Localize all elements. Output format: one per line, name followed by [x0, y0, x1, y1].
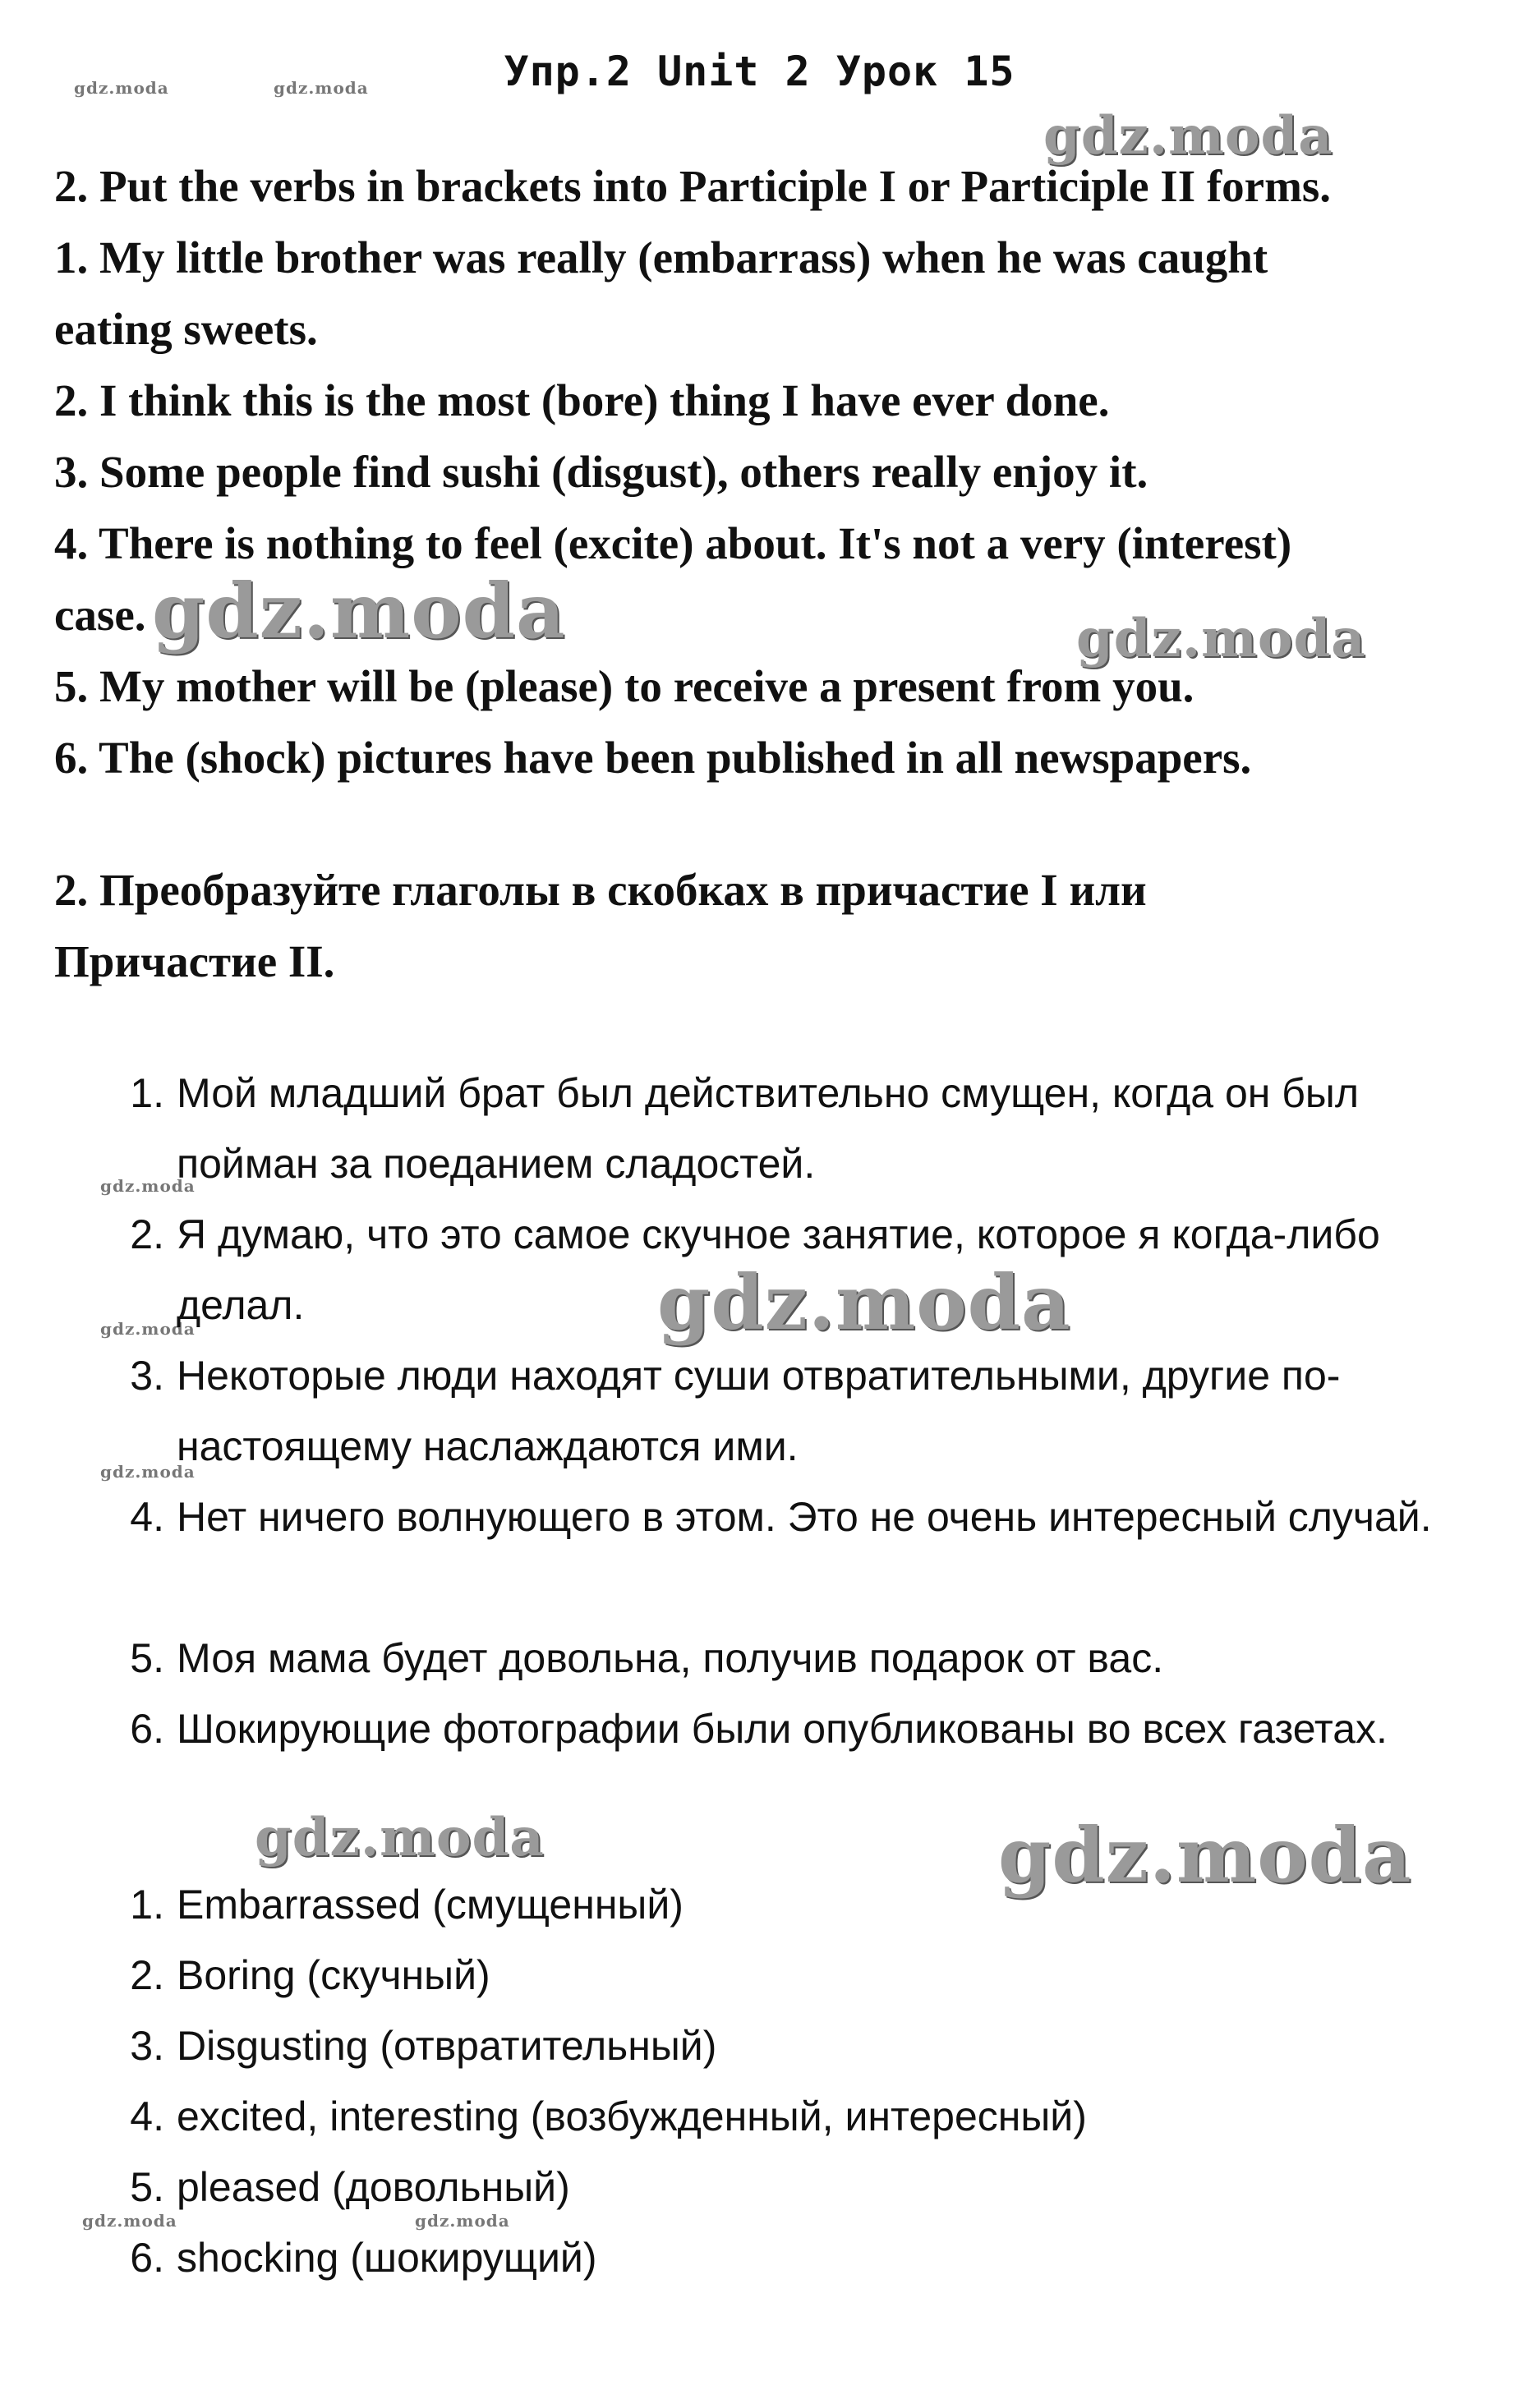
watermark-small: gdz.moda: [82, 2211, 177, 2231]
english-line: eating sweets.: [54, 304, 318, 354]
page-title: Упр.2 Unit 2 Урок 15: [504, 48, 1015, 95]
watermark: gdz.moda: [152, 567, 566, 655]
watermark-small: gdz.moda: [74, 78, 169, 98]
watermark-small: gdz.moda: [274, 78, 369, 98]
list-number: 5.: [130, 1635, 164, 1681]
answer-text: Boring (скучный): [177, 1952, 490, 1998]
translation-text: Мой младший брат был действительно смущен, когда он был пойман за поеданием сладостей.: [177, 1070, 1360, 1187]
english-line: 5. My mother will be (please) to receive a present from you.: [54, 661, 1194, 711]
list-number: 2.: [130, 1211, 164, 1257]
list-number: 1.: [130, 1882, 164, 1928]
translation-text: Некоторые люди находят суши отвратительными, другие по-настоящему наслаждаются ими.: [177, 1353, 1341, 1469]
russian-instruction: 2. Преобразуйте глаголы в скобках в причастие I или: [54, 865, 1147, 915]
english-instruction: 2. Put the verbs in brackets into Participle I or Participle II forms.: [54, 161, 1332, 211]
russian-instruction: Причастие II.: [54, 936, 335, 986]
list-number: 6.: [130, 2235, 164, 2281]
answer-text: pleased (довольный): [177, 2164, 570, 2210]
english-line: 1. My little brother was really (embarrass) when he was caught: [54, 232, 1268, 283]
english-line: 4. There is nothing to feel (excite) about. It's not a very (interest): [54, 518, 1292, 568]
watermark-small: gdz.moda: [100, 1462, 196, 1482]
english-line: 3. Some people find sushi (disgust), others really enjoy it.: [54, 447, 1148, 497]
answer-text: shocking (шокирущий): [177, 2235, 597, 2281]
list-number: 3.: [130, 1353, 164, 1399]
list-number: 2.: [130, 1952, 164, 1998]
watermark: gdz.moda: [657, 1258, 1071, 1347]
list-number: 3.: [130, 2023, 164, 2069]
list-number: 6.: [130, 1706, 164, 1752]
answer-text: excited, interesting (возбужденный, интересный): [177, 2093, 1087, 2139]
answer-text: Disgusting (отвратительный): [177, 2023, 717, 2069]
answer-text: Embarrassed (смущенный): [177, 1882, 684, 1928]
watermark-small: gdz.moda: [100, 1176, 196, 1196]
watermark: gdz.moda: [1076, 608, 1366, 669]
watermark: gdz.moda: [1043, 105, 1333, 167]
english-line: 2. I think this is the most (bore) thing I have ever done.: [54, 375, 1110, 425]
translation-text: Моя мама будет довольна, получив подарок от вас.: [177, 1635, 1164, 1681]
translation-text: Нет ничего волнующего в этом. Это не очень интересный случай.: [177, 1494, 1432, 1540]
english-line: case.: [54, 590, 146, 640]
list-number: 1.: [130, 1070, 164, 1116]
translation-text: Я думаю, что это самое скучное занятие, которое я когда-либо делал.: [177, 1211, 1380, 1328]
list-number: 4.: [130, 1494, 164, 1540]
list-number: 5.: [130, 2164, 164, 2210]
english-line: 6. The (shock) pictures have been published in all newspapers.: [54, 733, 1252, 783]
translation-text: Шокирующие фотографии были опубликованы во всех газетах.: [177, 1706, 1388, 1752]
watermark-small: gdz.moda: [100, 1319, 196, 1339]
list-number: 4.: [130, 2093, 164, 2139]
watermark: gdz.moda: [255, 1807, 545, 1868]
watermark-small: gdz.moda: [415, 2211, 510, 2231]
watermark: gdz.moda: [998, 1811, 1412, 1900]
